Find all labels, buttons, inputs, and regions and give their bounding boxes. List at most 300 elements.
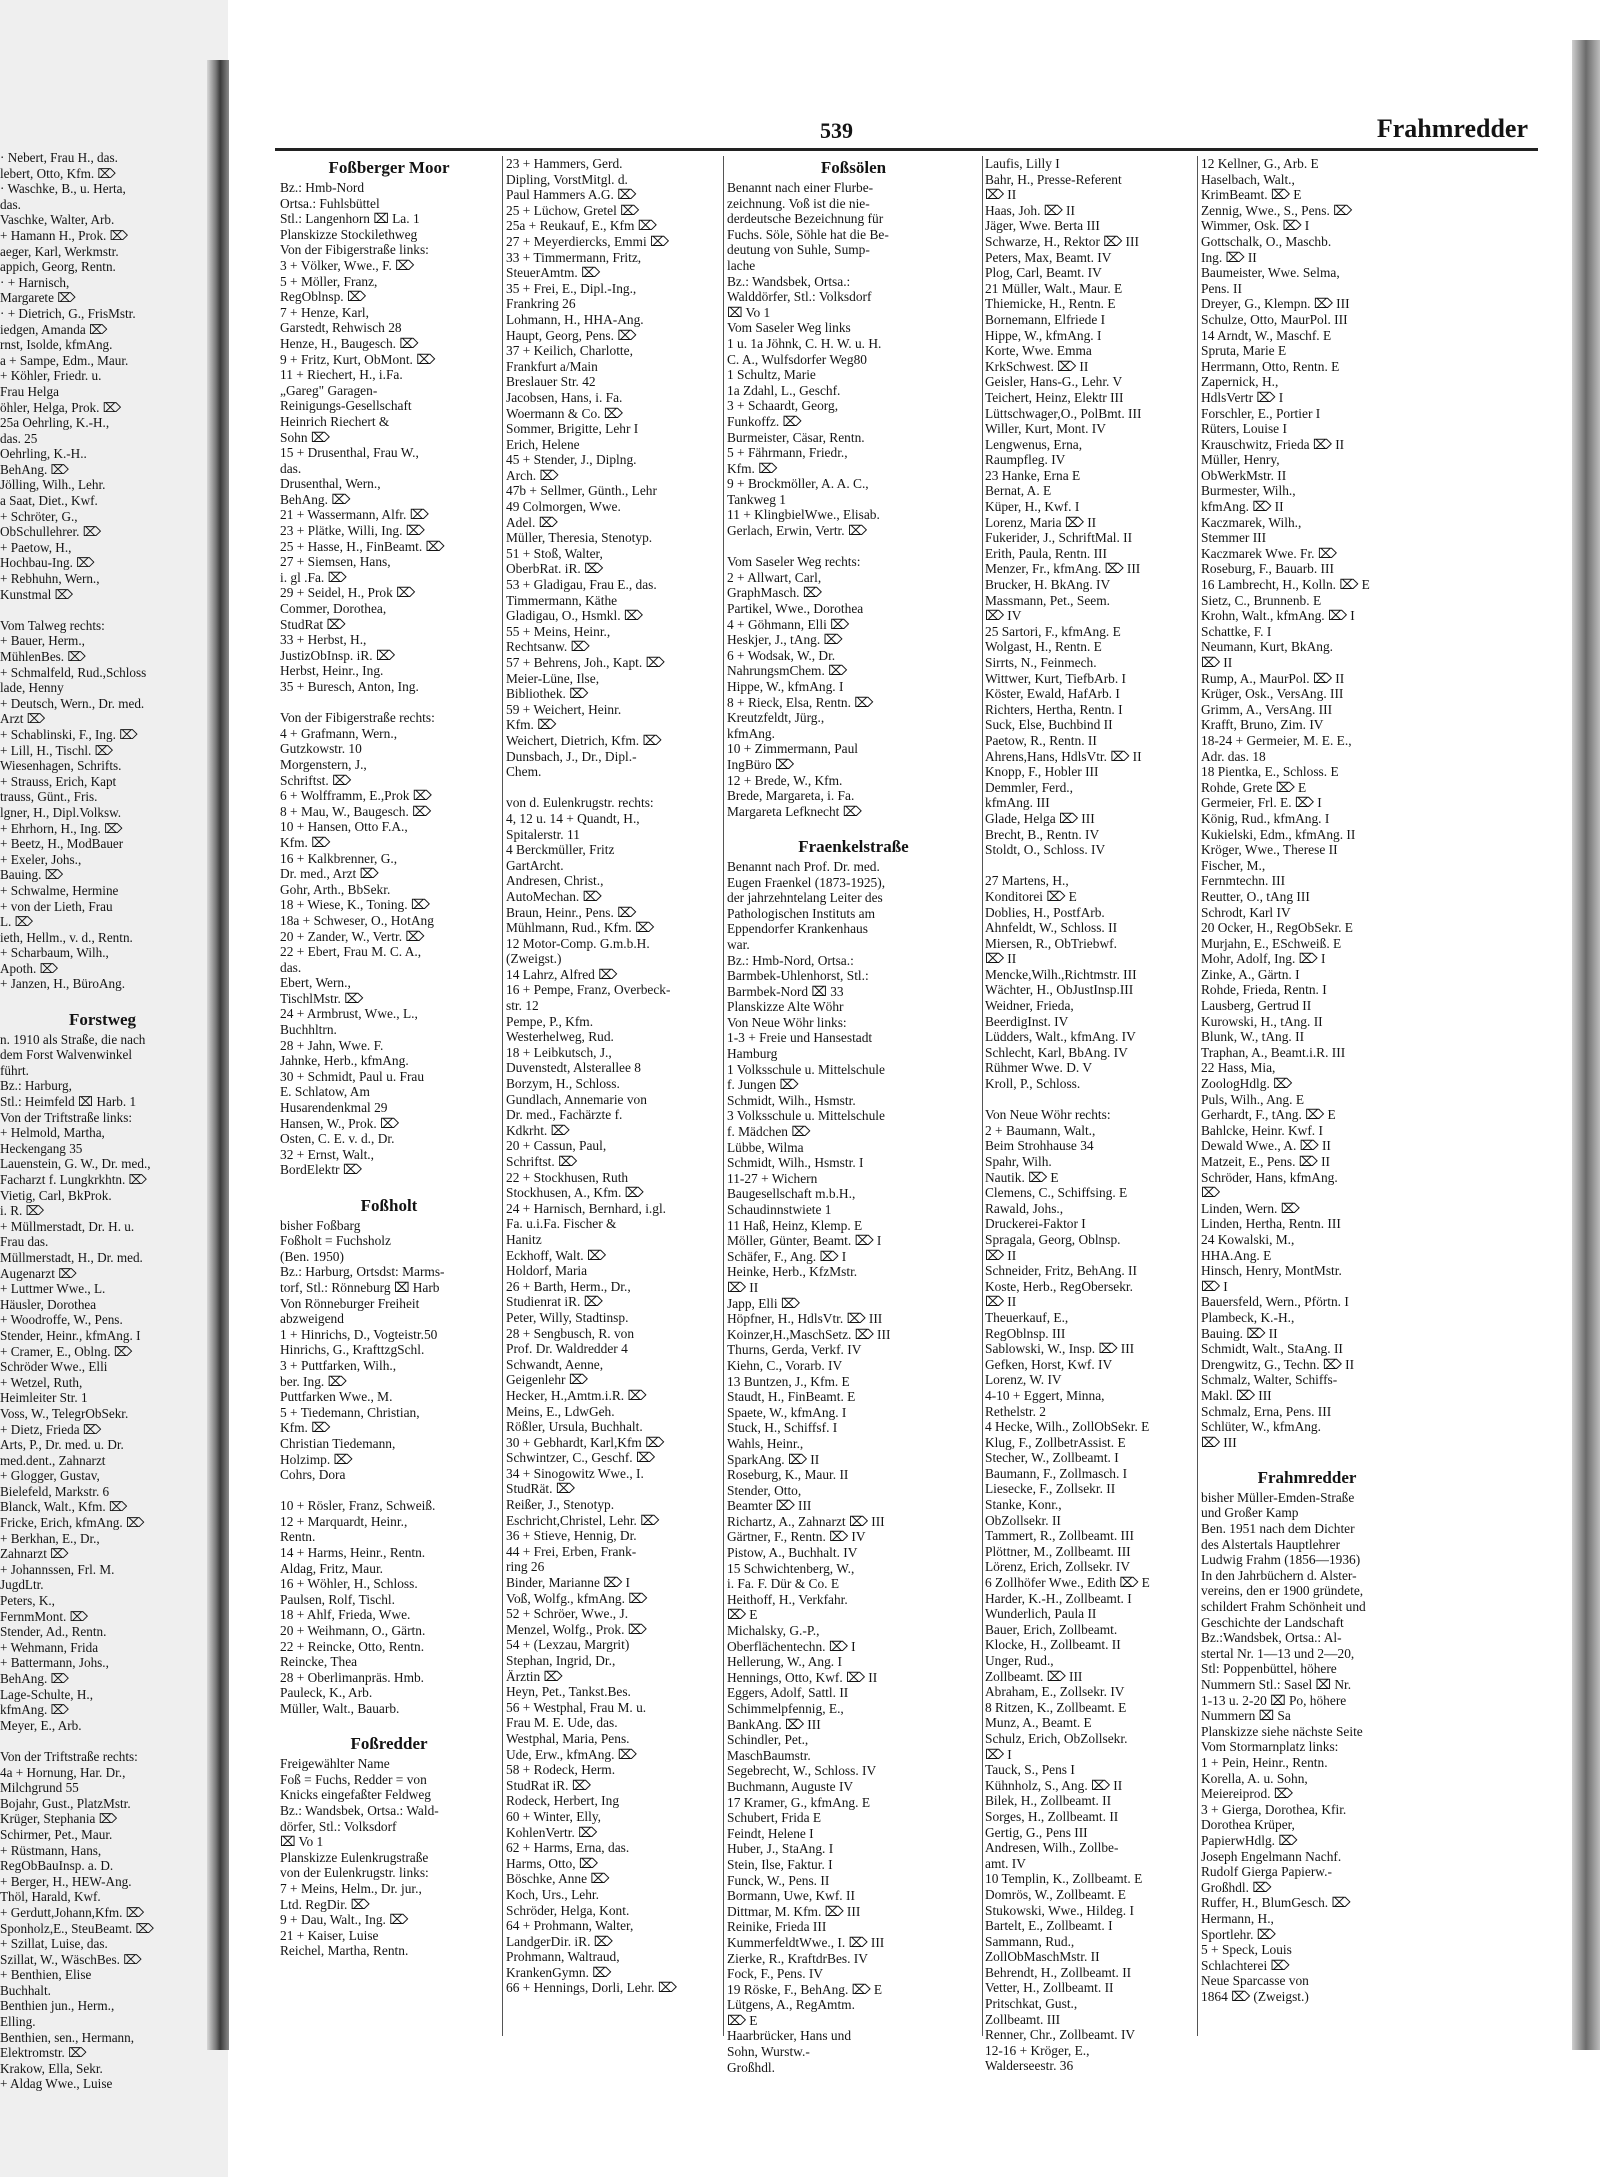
directory-entry: StudRat ⌦ xyxy=(280,616,346,632)
directory-entry: Bz.:Wandsbek, Ortsa.: Al- xyxy=(1201,1630,1342,1646)
directory-entry: Renner, Chr., Zollbeamt. IV xyxy=(985,2027,1136,2043)
directory-entry: Brecht, B., Rentn. IV xyxy=(985,826,1100,842)
directory-entry: GraphMasch. ⌦ xyxy=(727,585,822,601)
directory-entry: Bilek, H., Zollbeamt. II xyxy=(985,1793,1112,1809)
directory-entry: Miersen, R., ObTriebwf. xyxy=(985,935,1117,951)
directory-entry: Bz.: Harburg, Ortsdst: Marms- xyxy=(280,1264,445,1280)
directory-entry: 24 Kowalski, M., xyxy=(1201,1231,1295,1247)
directory-entry: Zahnarzt ⌦ xyxy=(0,1546,69,1562)
directory-entry: 11 Haß, Heinz, Klemp. E xyxy=(727,1217,863,1233)
directory-entry: Jölling, Wilh., Lehr. xyxy=(0,477,106,493)
directory-entry: Gladigau, O., Hsmkl. ⌦ xyxy=(506,608,643,624)
directory-entry: Frau das. xyxy=(0,1234,49,1250)
directory-entry: Von der Triftstraße rechts: xyxy=(0,1748,138,1764)
directory-entry: Binder, Marianne ⌦ I xyxy=(506,1575,631,1591)
directory-entry: Buchhltrn. xyxy=(280,1022,337,1038)
directory-entry: Clemens, C., Schiffsing. E xyxy=(985,1185,1128,1201)
directory-entry: + Müllmerstadt, Dr. H. u. xyxy=(0,1218,135,1234)
directory-entry: Dorothea Krüper, xyxy=(1201,1817,1295,1833)
directory-entry: Blanck, Walt., Kfm. ⌦ xyxy=(0,1499,128,1515)
directory-entry: 14 Arndt, W., Maschf. E xyxy=(1201,327,1332,343)
directory-entry: Joseph Engelmann Nachf. xyxy=(1201,1848,1342,1864)
directory-entry: Wächter, H., ObJustInsp.III xyxy=(985,982,1134,998)
directory-entry: Westphal, Maria, Pens. xyxy=(506,1730,630,1746)
directory-entry: Drengwitz, G., Techn. ⌦ II xyxy=(1201,1356,1355,1372)
directory-entry: Partikel, Wwe., Dorothea xyxy=(727,601,864,617)
directory-entry: 28 + Jahn, Wwe. F. xyxy=(280,1037,384,1053)
directory-entry: Heimleiter Str. 1 xyxy=(0,1390,88,1406)
directory-entry: Gärtner, F., Rentn. ⌦ IV xyxy=(727,1529,866,1545)
directory-entry: 25 + Lüchow, Gretel ⌦ xyxy=(506,202,640,218)
directory-entry: Ortsa.: Fuhlsbüttel xyxy=(280,195,380,211)
directory-entry xyxy=(985,858,1195,874)
directory-entry: 6 Zollhöfer Wwe., Edith ⌦ E xyxy=(985,1575,1150,1591)
directory-entry: Makl. ⌦ III xyxy=(1201,1387,1272,1403)
directory-entry: 32 + Ernst, Walt., xyxy=(280,1146,375,1162)
directory-entry: Wiesenhagen, Schrifts. xyxy=(0,758,122,774)
directory-entry: Sportlehr. ⌦ xyxy=(1201,1926,1276,1942)
directory-entry: Barmbek-Nord ⌧ 33 xyxy=(727,983,844,999)
directory-entry: Stemmer III xyxy=(1201,530,1267,546)
directory-entry: 22 + Ebert, Frau M. C. A., xyxy=(280,944,422,960)
directory-entry: + Glogger, Gustav, xyxy=(0,1468,100,1484)
directory-entry: Krüger, Osk., VersAng. III xyxy=(1201,686,1344,702)
directory-entry: med.dent., Zahnarzt xyxy=(0,1452,106,1468)
directory-entry xyxy=(280,695,498,711)
directory-entry: Jäger, Wwe. Berta III xyxy=(985,218,1100,234)
directory-entry: Druckerei-Faktor I xyxy=(985,1216,1086,1232)
directory-column-1 xyxy=(280,156,498,1959)
directory-entry: Fukerider, J., SchriftMal. II xyxy=(985,530,1133,546)
directory-entry: Von der Fibigerstraße links: xyxy=(280,242,429,258)
directory-entry: 25 Sartori, F., kfmAng. E xyxy=(985,623,1121,639)
directory-entry: + Köhler, Friedr. u. xyxy=(0,368,102,384)
directory-entry: 20 + Cassun, Paul, xyxy=(506,1138,607,1154)
directory-entry: + Deutsch, Wern., Dr. med. xyxy=(0,695,145,711)
directory-entry: ⌦ IV xyxy=(985,608,1022,624)
directory-entry: 27 + Siemsen, Hans, xyxy=(280,554,391,570)
directory-entry: Heckengang 35 xyxy=(0,1140,83,1156)
directory-entry: Schattke, F. I xyxy=(1201,623,1272,639)
directory-entry: Heinrich Riechert & xyxy=(280,413,390,429)
directory-entry: Elling. xyxy=(0,2014,36,2030)
directory-entry: + von der Lieth, Frau xyxy=(0,898,113,914)
directory-entry: Benannt nach einer Flurbe- xyxy=(727,180,874,195)
directory-entry xyxy=(727,819,980,835)
directory-entry: Küper, H., Kwf. I xyxy=(985,499,1080,515)
directory-entry: Kdkrht. ⌦ xyxy=(506,1122,570,1138)
directory-entry: Bornemann, Elfriede I xyxy=(985,311,1106,327)
directory-entry: Massmann, Pet., Seem. xyxy=(985,592,1110,608)
directory-entry: RegOblnsp. ⌦ xyxy=(280,289,366,305)
directory-entry: Peters, Max, Beamt. IV xyxy=(985,249,1112,265)
directory-entry: iedgen, Amanda ⌦ xyxy=(0,321,108,337)
directory-entry: 1 Volksschule u. Mittelschule xyxy=(727,1061,885,1077)
directory-entry: Bauersfeld, Wern., Pförtn. I xyxy=(1201,1294,1349,1310)
directory-entry: Hecker, H.,Amtm.i.R. ⌦ xyxy=(506,1387,647,1403)
directory-entry: der jahrzehntelang Leiter des xyxy=(727,890,883,906)
directory-entry: Lüttschwager,O., PolBmt. III xyxy=(985,405,1142,421)
directory-entry xyxy=(0,1733,205,1749)
directory-entry: ⌦ I xyxy=(1201,1278,1228,1294)
directory-entry: Schimmelpfennig, E., xyxy=(727,1701,844,1716)
directory-entry: ring 26 xyxy=(506,1559,545,1575)
directory-entry: Schirmer, Pet., Maur. xyxy=(0,1826,113,1842)
directory-entry: 35 + Frei, E., Dipl.-Ing., xyxy=(506,280,637,296)
directory-entry: Ruffer, H., BlumGesch. ⌦ xyxy=(1201,1895,1351,1911)
directory-entry: ⌦ xyxy=(1201,1185,1220,1201)
directory-entry: 18 + Wiese, K., Toning. ⌦ xyxy=(280,897,430,913)
directory-entry: Vom Talweg rechts: xyxy=(0,617,105,633)
directory-entry: Heithoff, H., Verkfahr. xyxy=(727,1591,848,1607)
directory-entry: Meyer, E., Arb. xyxy=(0,1717,82,1733)
directory-entry: 18 + Ahlf, Frieda, Wwe. xyxy=(280,1607,411,1623)
directory-entry: Bojahr, Gust., PlatzMstr. xyxy=(0,1795,131,1811)
directory-entry: Wahls, Heinr., xyxy=(727,1435,804,1451)
directory-entry: 4-10 + Eggert, Minna, xyxy=(985,1387,1105,1403)
directory-entry: Stephan, Ingrid, Dr., xyxy=(506,1653,616,1668)
directory-entry: Frankring 26 xyxy=(506,296,576,312)
directory-entry: Glade, Helga ⌦ III xyxy=(985,810,1095,826)
directory-entry: Heyn, Pet., Tankst.Bes. xyxy=(506,1684,631,1700)
directory-entry: und Großer Kamp xyxy=(1201,1505,1299,1521)
directory-entry: Bz.: Wandsbek, Ortsa.: xyxy=(727,273,851,289)
directory-entry: bisher Müller-Emden-Straße xyxy=(1201,1489,1355,1505)
directory-column-3 xyxy=(727,156,980,2075)
directory-entry: Baugesellschaft m.b.H., xyxy=(727,1186,856,1202)
directory-entry: Doblies, H., PostfArb. xyxy=(985,904,1105,920)
directory-entry: Stukowski, Wwe., Hildeg. I xyxy=(985,1902,1134,1918)
directory-entry: Harder, K.-H., Zollbeamt. I xyxy=(985,1590,1132,1606)
directory-entry: Richters, Hertha, Rentn. I xyxy=(985,701,1123,717)
directory-entry: Planskizze siehe nächste Seite xyxy=(1201,1723,1363,1739)
directory-entry: Heinke, Herb., KfzMstr. xyxy=(727,1264,858,1280)
directory-entry: 21 + Wassermann, Alfr. ⌦ xyxy=(280,507,429,523)
directory-entry: 47b + Sellmer, Günth., Lehr xyxy=(506,483,657,499)
directory-entry: Schröder, Hans, kfmAng. xyxy=(1201,1169,1338,1185)
directory-entry: Buchhalt. xyxy=(0,1982,51,1998)
directory-entry: Krauschwitz, Frieda ⌦ II xyxy=(1201,436,1345,452)
directory-entry: 4 + Grafmann, Wern., xyxy=(280,725,398,741)
directory-entry: 2 + Baumann, Walt., xyxy=(985,1122,1096,1138)
directory-entry: Fricke, Erich, kfmAng. ⌦ xyxy=(0,1515,145,1531)
directory-entry: 18a + Schweser, O., HotAng xyxy=(280,912,434,928)
directory-entry: Raumpfleg. IV xyxy=(985,452,1066,468)
directory-entry: C. A., Wulfsdorfer Weg80 xyxy=(727,351,867,367)
directory-entry: BehAng. ⌦ xyxy=(0,1671,70,1686)
directory-entry: war. xyxy=(727,936,750,952)
directory-entry xyxy=(280,1717,498,1733)
directory-entry: BankAng. ⌦ III xyxy=(727,1716,821,1732)
directory-entry: kfmAng. III xyxy=(985,795,1050,811)
directory-entry: Willer, Kurt, Mont. IV xyxy=(985,421,1106,437)
directory-entry: Huber, J., StaAng. I xyxy=(727,1841,834,1857)
directory-entry: Spitalerstr. 11 xyxy=(506,826,580,842)
directory-entry: Hinsch, Henry, MontMstr. xyxy=(1201,1263,1342,1279)
directory-entry: HdlsVertr ⌦ I xyxy=(1201,389,1284,405)
directory-entry: Koinzer,H.,MaschSetz. ⌦ III xyxy=(727,1326,891,1342)
directory-entry: Barmbek-Uhlenhorst, Stl.: xyxy=(727,968,869,984)
directory-entry: Laufis, Lilly I xyxy=(985,156,1060,171)
directory-entry: Fuchs. Söle, Söhle hat die Be- xyxy=(727,226,889,242)
directory-entry: zeichnung. Voß ist die nie- xyxy=(727,195,870,211)
directory-entry: 3 + Gierga, Dorothea, Kfir. xyxy=(1201,1801,1347,1817)
directory-entry: Schlüter, W., kfmAng. xyxy=(1201,1419,1321,1435)
directory-entry: Lorenz, Maria ⌦ II xyxy=(985,514,1097,530)
directory-entry: Schaudinnstwiete 1 xyxy=(727,1202,832,1217)
directory-entry: Roseburg, F., Bauarb. III xyxy=(1201,561,1334,577)
directory-entry: Plog, Carl, Beamt. IV xyxy=(985,265,1102,281)
directory-entry: Heskjer, J., tAng. ⌦ xyxy=(727,632,843,648)
directory-entry: Stl.: Langenhorn ⌧ La. 1 xyxy=(280,211,420,227)
directory-entry: + Dietz, Frieda ⌦ xyxy=(0,1421,102,1437)
directory-entry: Blunk, W., tAng. II xyxy=(1201,1029,1305,1045)
directory-entry: Brucker, H. BkAng. IV xyxy=(985,577,1111,593)
directory-entry: Adel. ⌦ xyxy=(506,514,558,530)
directory-entry: Gottschalk, O., Maschb. xyxy=(1201,233,1332,249)
directory-entry: 29 + Seidel, H., Prok ⌦ xyxy=(280,585,416,601)
directory-entry: Von Neue Wöhr links: xyxy=(727,1014,847,1030)
directory-entry: StudRat iR. ⌦ xyxy=(506,1777,591,1793)
directory-entry: von der Eulenkrugstr. links: xyxy=(280,1865,429,1881)
directory-entry: Duvenstedt, Alsterallee 8 xyxy=(506,1060,641,1076)
directory-entry: Westerhelweg, Rud. xyxy=(506,1029,614,1045)
directory-entry: Kreutzfeldt, Jürg., xyxy=(727,710,825,726)
directory-entry: Gerhardt, F., tAng. ⌦ E xyxy=(1201,1107,1336,1123)
directory-entry: Mencke,Wilh.,Richtmstr. III xyxy=(985,966,1137,982)
directory-entry: Möller, Günter, Beamt. ⌦ I xyxy=(727,1233,882,1249)
directory-entry: 21 Müller, Walt., Maur. E xyxy=(985,280,1123,296)
directory-entry: Hansen, W., Prok. ⌦ xyxy=(280,1115,399,1131)
directory-entry: lache xyxy=(727,257,756,273)
directory-entry: vereins, den er 1900 gründete, xyxy=(1201,1583,1364,1599)
directory-entry: 9 + Fritz, Kurt, ObMont. ⌦ xyxy=(280,351,436,367)
directory-entry: Schulze, Otto, MaurPol. III xyxy=(1201,311,1348,327)
directory-entry: Stanke, Konr., xyxy=(985,1497,1062,1513)
directory-entry: · Waschke, B., u. Herta, xyxy=(0,181,126,197)
directory-entry: 24 + Harnisch, Bernhard, i.gl. xyxy=(506,1200,667,1216)
directory-entry: Schubert, Frida E xyxy=(727,1810,822,1826)
directory-entry: Funkoffz. ⌦ xyxy=(727,413,802,429)
directory-entry: Pauleck, K., Arb. xyxy=(280,1685,373,1701)
directory-entry: Von der Fibigerstraße rechts: xyxy=(280,710,435,726)
directory-entry: + Gerdutt,Johann,Kfm. ⌦ xyxy=(0,1904,145,1920)
directory-entry: Krafft, Bruno, Zim. IV xyxy=(1201,717,1324,733)
directory-entry: Spaete, W., kfmAng. I xyxy=(727,1404,847,1420)
directory-column-4 xyxy=(985,156,1195,2074)
directory-entry: 1 Schultz, Marie xyxy=(727,367,816,383)
directory-entry: Schwintzer, C., Geschf. ⌦ xyxy=(506,1450,655,1466)
directory-entry: Lage-Schulte, H., xyxy=(0,1686,94,1702)
directory-entry: Hochbau-Ing. ⌦ xyxy=(0,555,95,571)
directory-entry: + Rüstmann, Hans, xyxy=(0,1842,102,1858)
directory-entry: Müller, Henry, xyxy=(1201,452,1280,468)
directory-entry: Großhdl. xyxy=(727,2059,775,2075)
directory-entry: JustizObInsp. iR. ⌦ xyxy=(280,647,395,663)
directory-entry: Szillat, W., WäschBes. ⌦ xyxy=(0,1951,142,1967)
directory-entry: Kiehn, C., Vorarb. IV xyxy=(727,1357,843,1373)
directory-entry: Bartelt, E., Zollbeamt. I xyxy=(985,1918,1113,1934)
directory-entry: 60 + Winter, Elly, xyxy=(506,1808,601,1824)
directory-entry: Harms, Otto, ⌦ xyxy=(506,1855,598,1871)
directory-entry: 22 Hass, Mia, xyxy=(1201,1060,1276,1076)
directory-entry: Frankfurt a/Main xyxy=(506,358,598,374)
directory-entry: 22 + Stockhusen, Ruth xyxy=(506,1169,629,1185)
directory-entry: 37 + Keilich, Charlotte, xyxy=(506,343,633,359)
directory-entry: Von der Triftstraße links: xyxy=(0,1109,133,1125)
directory-entry: Sablowski, W., Insp. ⌦ III xyxy=(985,1341,1135,1357)
directory-entry: 7 + Henze, Karl, xyxy=(280,304,369,320)
directory-entry: i. gl .Fa. ⌦ xyxy=(280,569,347,585)
directory-entry: 12 Motor-Comp. G.m.b.H. xyxy=(506,935,650,951)
directory-entry: Lübbe, Wilma xyxy=(727,1139,804,1155)
directory-entry: 10 + Zimmermann, Paul xyxy=(727,741,859,757)
directory-entry: das. xyxy=(280,460,302,476)
directory-entry: Paulsen, Rolf, Tischl. xyxy=(280,1591,395,1607)
directory-entry: 6 + Wodsak, W., Dr. xyxy=(727,647,836,663)
directory-entry: + Exeler, Johs., xyxy=(0,851,82,867)
directory-entry xyxy=(506,780,720,796)
directory-entry: Germeier, Frl. E. ⌦ I xyxy=(1201,795,1322,811)
directory-entry: Schrodt, Karl IV xyxy=(1201,904,1291,920)
directory-entry: Eschricht,Christel, Lehr. ⌦ xyxy=(506,1512,660,1528)
directory-entry: 4a + Hornung, Har. Dr., xyxy=(0,1764,126,1780)
directory-entry: 25a + Reukauf, E., Kfm ⌦ xyxy=(506,218,657,234)
directory-entry: 19 Röske, F., BehAng. ⌦ E xyxy=(727,1981,883,1997)
directory-entry: 3 + Schaardt, Georg, xyxy=(727,398,839,414)
directory-entry: Stecher, W., Zollbeamt. I xyxy=(985,1450,1119,1466)
directory-entry: Oehrling, K.-H.. xyxy=(0,446,87,462)
directory-entry: Menzer, Fr., kfmAng. ⌦ III xyxy=(985,561,1141,577)
directory-entry: Bormann, Uwe, Kwf. II xyxy=(727,1888,855,1904)
directory-entry: Haupt, Georg, Pens. ⌦ xyxy=(506,327,637,343)
directory-entry: Schäfer, F., Ang. ⌦ I xyxy=(727,1248,847,1264)
directory-entry: ⌦ II xyxy=(1201,655,1233,670)
directory-entry: Schmalz, Erna, Pens. III xyxy=(1201,1403,1332,1419)
directory-entry xyxy=(0,602,205,618)
directory-entry: + Helmold, Martha, xyxy=(0,1125,105,1141)
directory-entry: Traphan, A., Beamt.i.R. III xyxy=(1201,1044,1346,1060)
directory-entry: Herbst, Heinr., Ing. xyxy=(280,663,384,679)
directory-entry: Schwandt, Aenne, xyxy=(506,1356,604,1372)
directory-entry: 16 + Wöhler, H., Schloss. xyxy=(280,1576,418,1592)
directory-entry: TischlMstr. ⌦ xyxy=(280,990,364,1006)
directory-entry: 18 + Leibkutsch, J., xyxy=(506,1044,612,1060)
directory-entry: das. 25 xyxy=(0,430,38,446)
directory-entry: Wimmer, Osk. ⌦ I xyxy=(1201,218,1310,234)
directory-entry: MaschBaumstr. xyxy=(727,1747,811,1763)
directory-entry: Kfm. ⌦ xyxy=(280,834,331,850)
directory-entry: 54 + (Lexzau, Margrit) xyxy=(506,1637,630,1653)
directory-entry: Herrmann, Otto, Rentn. E xyxy=(1201,358,1340,374)
directory-entry: Liesecke, F., Zollsekr. II xyxy=(985,1481,1116,1497)
directory-entry: str. 12 xyxy=(506,998,539,1014)
directory-entry: Kfm. ⌦ xyxy=(727,460,778,476)
directory-entry: Adr. das. 18 xyxy=(1201,748,1266,764)
directory-entry: Geisler, Hans-G., Lehr. V xyxy=(985,374,1123,390)
directory-entry: Vom Stormarnplatz links: xyxy=(1201,1739,1339,1755)
directory-entry: Bahlcke, Heinr. Kwf. I xyxy=(1201,1122,1323,1138)
directory-entry: 53 + Gladigau, Frau E., das. xyxy=(506,577,657,593)
directory-entry: + Berger, H., HEW-Ang. xyxy=(0,1873,132,1889)
directory-entry: Ltd. RegDir. ⌦ xyxy=(280,1896,370,1912)
directory-entry: Frau M. E. Ude, das. xyxy=(506,1715,618,1731)
directory-entry: Reißer, J., Stenotyp. xyxy=(506,1497,615,1513)
directory-entry: Bz.: Hmb-Nord xyxy=(280,180,365,195)
directory-entry: Benannt nach Prof. Dr. med. xyxy=(727,858,880,874)
directory-entry: 14 + Harms, Heinr., Rentn. xyxy=(280,1545,426,1561)
directory-entry: 23 + Plätke, Willi, Ing. ⌦ xyxy=(280,523,425,539)
directory-entry: Schröder, Helga, Kont. xyxy=(506,1902,630,1918)
directory-entry: ZoologHdlg. ⌦ xyxy=(1201,1076,1293,1092)
directory-entry: Planskizze Eulenkrugstraße xyxy=(280,1849,429,1865)
directory-entry: Peters, K., xyxy=(0,1593,55,1609)
directory-entry: 16 + Pempe, Franz, Overbeck- xyxy=(506,982,671,998)
directory-entry: Ahnfeldt, W., Schloss. II xyxy=(985,920,1118,936)
directory-entry: kfmAng. ⌦ II xyxy=(1201,499,1284,515)
directory-entry: Michalsky, G.-P., xyxy=(727,1623,820,1639)
directory-entry: 5 + Möller, Franz, xyxy=(280,273,378,289)
directory-entry: Rechtsanw. ⌦ xyxy=(506,639,590,655)
directory-entry: ⌦ II xyxy=(727,1279,759,1295)
directory-entry: Wunderlich, Paula II xyxy=(985,1606,1097,1622)
directory-entry: + Johannssen, Frl. M. xyxy=(0,1561,115,1577)
directory-entry: Forschler, E., Portier I xyxy=(1201,405,1321,421)
directory-entry: Schmidt, Wilh., Hsmstr. I xyxy=(727,1155,864,1171)
directory-entry: amt. IV xyxy=(985,1855,1026,1871)
directory-entry: Nummern Stl.: Sasel ⌧ Nr. xyxy=(1201,1677,1352,1692)
directory-entry: Großhdl. ⌦ xyxy=(1201,1879,1272,1895)
directory-entry: Rudolf Gierga Papierw.- xyxy=(1201,1864,1332,1880)
directory-entry: 8 + Rieck, Elsa, Rentn. ⌦ xyxy=(727,694,874,710)
directory-entry: Höpfner, H., HdlsVtr. ⌦ III xyxy=(727,1311,883,1327)
directory-entry: Zollbeamt. ⌦ III xyxy=(985,1668,1083,1684)
directory-entry: Pempe, P., Kfm. xyxy=(506,1013,594,1029)
directory-entry: Hellerung, W., Ang. I xyxy=(727,1654,842,1670)
directory-entry: Gertig, G., Pens III xyxy=(985,1824,1088,1840)
directory-entry: Arch. ⌦ xyxy=(506,467,559,483)
directory-entry: BeerdigInst. IV xyxy=(985,1013,1069,1029)
directory-entry: Walddörfer, Stl.: Volksdorf xyxy=(727,289,872,305)
directory-entry: Japp, Elli ⌦ xyxy=(727,1295,800,1311)
left-page-column xyxy=(0,150,205,2092)
directory-entry: 12 + Brede, W., Kfm. xyxy=(727,772,843,788)
directory-entry: OberbRat. iR. ⌦ xyxy=(506,561,604,577)
directory-entry: Walderseestr. 36 xyxy=(985,2058,1074,2074)
directory-entry: Rentn. xyxy=(280,1529,316,1545)
directory-entry: (Zweigst.) xyxy=(506,951,562,967)
directory-entry: JugdLtr. xyxy=(0,1577,44,1593)
directory-entry: Stoldt, O., Schloss. IV xyxy=(985,842,1106,858)
directory-entry: aeger, Karl, Werkmstr. xyxy=(0,243,119,259)
directory-entry: Schmalz, Walter, Schiffs- xyxy=(1201,1372,1338,1388)
directory-entry: Woermann & Co. ⌦ xyxy=(506,405,623,421)
directory-entry: Meier-Lüne, Ilse, xyxy=(506,670,600,686)
directory-entry: Bz.: Wandsbek, Ortsa.: Wald- xyxy=(280,1802,439,1818)
directory-entry: Lütgens, A., RegAmtm. xyxy=(727,1997,855,2013)
directory-entry: Rethelstr. 2 xyxy=(985,1403,1046,1419)
directory-entry: 8 Ritzen, K., Zollbeamt. E xyxy=(985,1699,1127,1715)
directory-entry: ieth, Hellm., v. d., Rentn. xyxy=(0,929,133,945)
directory-entry: SteuerAmtm. ⌦ xyxy=(506,265,601,281)
directory-entry: 10 Templin, K., Zollbeamt. E xyxy=(985,1871,1143,1887)
directory-entry: Lauenstein, G. W., Dr. med., xyxy=(0,1156,151,1172)
directory-entry: Garstedt, Rehwisch 28 xyxy=(280,320,402,336)
directory-entry: RegOblnsp. III xyxy=(985,1325,1066,1341)
directory-entry: 12 + Marquardt, Heinr., xyxy=(280,1513,408,1529)
directory-entry: Hennings, Otto, Kwf. ⌦ II xyxy=(727,1669,878,1685)
directory-entry: Eugen Fraenkel (1873-1925), xyxy=(727,874,886,890)
